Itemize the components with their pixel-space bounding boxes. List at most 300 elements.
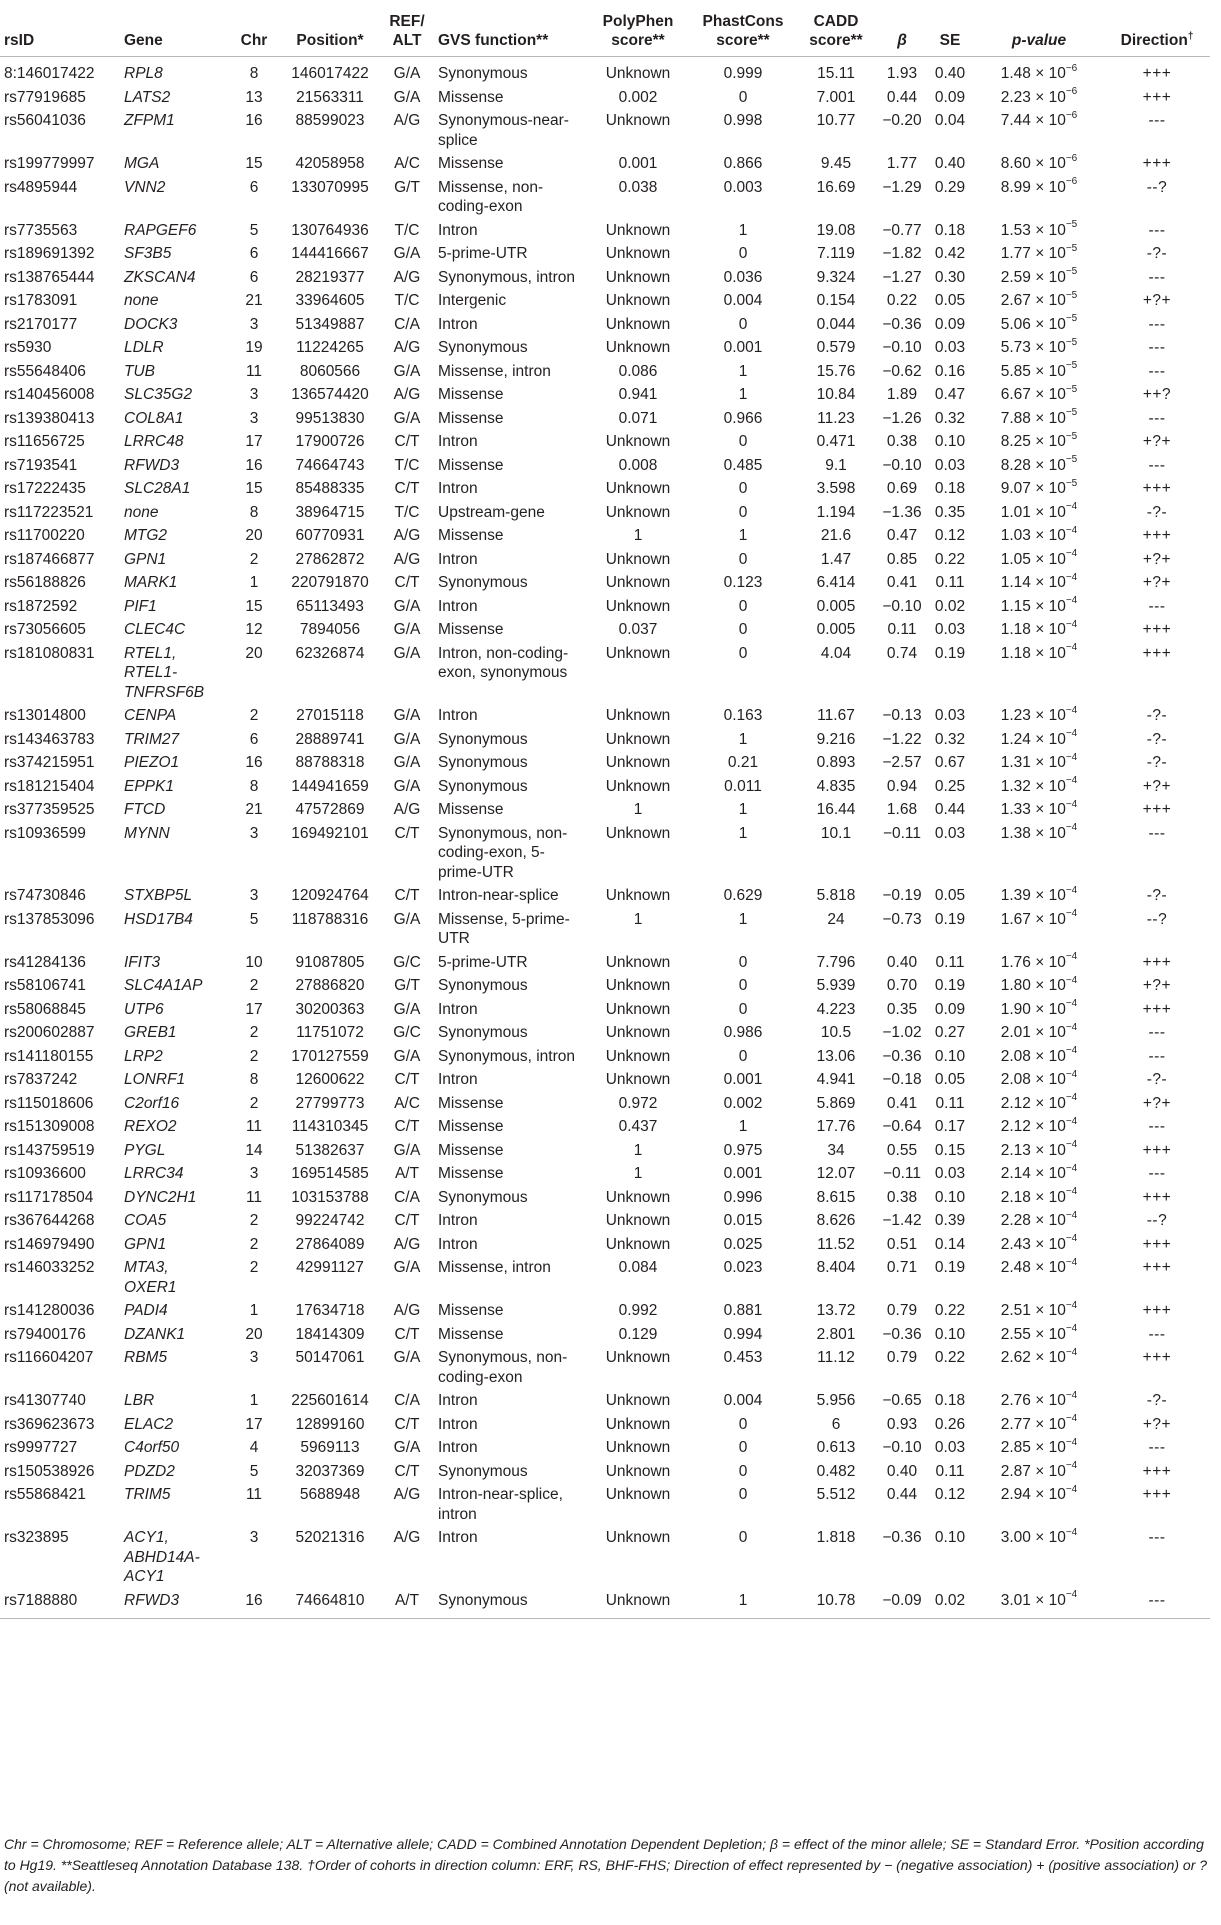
cell-direction: +++ <box>1142 88 1172 106</box>
cell-se: 0.05 <box>934 1071 966 1088</box>
cell-polyphen: Unknown <box>605 221 671 239</box>
cell-ref-alt: C/T <box>394 824 420 842</box>
cell-gvs-function: Missense <box>438 1165 504 1182</box>
cell-gene: FTCD <box>124 801 166 818</box>
cell-phastcons: 0 <box>738 597 748 615</box>
cell-cadd: 21.6 <box>820 527 852 544</box>
cell-gene: ZFPM1 <box>124 112 175 129</box>
pvalue-exponent: −4 <box>1065 1115 1078 1127</box>
cell-polyphen: Unknown <box>605 315 671 333</box>
cell-ref-alt: G/A <box>393 1047 421 1065</box>
cell-beta: −0.36 <box>882 1047 922 1065</box>
cell-polyphen: Unknown <box>605 1392 671 1409</box>
cell-phastcons: 0.629 <box>723 887 763 904</box>
cell-rsid: rs141280036 <box>4 1302 95 1319</box>
cell-chr: 2 <box>249 1235 259 1253</box>
cell-beta: −0.36 <box>882 315 922 333</box>
cell-beta: −0.10 <box>882 1439 922 1456</box>
cell-phastcons: 0 <box>738 1486 748 1503</box>
cell-chr: 5 <box>249 1462 259 1480</box>
cell-se: 0.67 <box>934 754 966 771</box>
pvalue-mantissa: 1.31 × 10 <box>1000 754 1066 771</box>
cell-gene: MYNN <box>124 824 170 842</box>
cell-polyphen: 0.037 <box>618 621 658 638</box>
cell-direction: +?+ <box>1142 574 1172 591</box>
header-phastcons: PhastCons score** <box>692 8 794 57</box>
pvalue-exponent: −4 <box>1065 951 1078 963</box>
cell-cadd: 11.52 <box>817 1235 855 1253</box>
cell-position: 27862872 <box>295 550 365 568</box>
cell-direction: +?+ <box>1142 292 1172 309</box>
cell-beta: −2.57 <box>882 754 922 771</box>
cell-gvs-function: Intron <box>438 480 478 497</box>
cell-pvalue <box>974 1460 1104 1484</box>
cell-direction: --- <box>1148 315 1166 333</box>
table-row <box>0 477 1210 501</box>
cell-beta: −1.26 <box>882 409 922 427</box>
cell-pvalue <box>974 618 1104 642</box>
cell-gvs-function: Synonymous <box>434 1589 584 1619</box>
cell-gene: COA5 <box>124 1212 167 1229</box>
cell-polyphen: Unknown <box>605 1024 671 1041</box>
cell-direction: +?+ <box>1142 433 1172 450</box>
pvalue-exponent: −4 <box>1065 728 1078 740</box>
cell-cadd: 13.72 <box>816 1302 856 1319</box>
cell-pvalue <box>974 974 1104 998</box>
cell-beta: 1.77 <box>886 155 918 172</box>
pvalue-exponent: −4 <box>1065 1346 1078 1358</box>
pvalue-mantissa: 2.08 × 10 <box>1000 1047 1066 1065</box>
cell-cadd: 0.482 <box>816 1462 856 1480</box>
cell-direction: -?- <box>1146 887 1168 904</box>
cell-chr: 5 <box>249 221 259 239</box>
cell-rsid: rs377359525 <box>4 801 95 818</box>
cell-phastcons: 0.015 <box>723 1212 763 1229</box>
cell-rsid: rs187466877 <box>4 550 95 568</box>
cell-position: 65113493 <box>296 597 364 615</box>
table-row <box>0 1045 1210 1069</box>
cell-ref-alt: G/A <box>393 245 421 262</box>
pvalue-mantissa: 2.18 × 10 <box>1000 1188 1066 1206</box>
cell-direction: --- <box>1148 597 1166 615</box>
cell-position: 88788318 <box>295 754 365 771</box>
cell-direction: +++ <box>1142 1259 1172 1276</box>
cell-cadd: 10.78 <box>794 1589 878 1619</box>
cell-position: 52021316 <box>295 1529 365 1546</box>
cell-rsid: 8:146017422 <box>4 65 95 82</box>
cell-ref-alt: C/T <box>394 1415 420 1433</box>
cell-cadd: 8.404 <box>816 1259 856 1276</box>
cell-ref-alt: C/T <box>394 480 420 497</box>
cell-polyphen: 1 <box>633 1165 643 1182</box>
cell-cadd: 0.471 <box>816 433 856 450</box>
pvalue-mantissa: 2.01 × 10 <box>1000 1024 1066 1041</box>
cell-gene: LONRF1 <box>124 1071 186 1088</box>
cell-se: 0.12 <box>934 527 966 544</box>
cell-position: 60770931 <box>295 527 365 544</box>
pvalue-exponent: −4 <box>1065 884 1078 896</box>
pvalue-exponent: −5 <box>1065 430 1078 442</box>
cell-chr: 2 <box>249 550 259 568</box>
cell-beta: 0.44 <box>886 88 918 106</box>
pvalue-mantissa: 1.53 × 10 <box>1000 221 1066 239</box>
pvalue-mantissa: 2.77 × 10 <box>1000 1415 1066 1433</box>
cell-ref-alt: G/A <box>393 754 421 771</box>
cell-pvalue <box>974 908 1104 951</box>
cell-pvalue <box>974 1299 1104 1323</box>
cell-position: 18414309 <box>295 1325 365 1343</box>
cell-ref-alt: T/C <box>394 456 420 474</box>
cell-pvalue <box>974 595 1104 619</box>
cell-beta: 0.85 <box>886 550 918 568</box>
cell-polyphen: Unknown <box>605 1000 671 1018</box>
cell-se: 0.22 <box>934 1349 966 1366</box>
cell-rsid: rs140456008 <box>4 386 95 403</box>
cell-beta: −0.73 <box>882 910 922 928</box>
cell-se: 0.10 <box>934 1047 966 1065</box>
cell-position: 62326874 <box>295 644 365 662</box>
cell-chr: 14 <box>245 1141 263 1159</box>
pvalue-mantissa: 8.28 × 10 <box>1000 456 1066 474</box>
cell-phastcons: 0.975 <box>723 1141 763 1159</box>
cell-chr: 2 <box>249 1047 259 1065</box>
cell-chr: 4 <box>249 1439 259 1456</box>
cell-polyphen: Unknown <box>605 953 671 971</box>
cell-pvalue <box>974 1045 1104 1069</box>
table-header <box>0 8 1210 57</box>
cell-position: 32037369 <box>295 1462 365 1480</box>
cell-rsid: rs189691392 <box>4 245 95 262</box>
table-row <box>0 1323 1210 1347</box>
cell-direction: --- <box>1148 1165 1166 1182</box>
cell-cadd: 0.154 <box>816 292 856 309</box>
cell-gene: PYGL <box>124 1141 166 1159</box>
pvalue-exponent: −4 <box>1065 642 1078 654</box>
cell-ref-alt: G/T <box>394 977 420 994</box>
header-direction: Direction† <box>1104 8 1210 57</box>
cell-se: 0.29 <box>934 178 966 196</box>
cell-ref-alt: C/T <box>394 1462 420 1480</box>
cell-phastcons: 1 <box>738 527 748 544</box>
pvalue-exponent: −4 <box>1065 775 1078 787</box>
cell-position: 17634718 <box>295 1302 365 1319</box>
cell-position: 42991127 <box>296 1259 364 1276</box>
cell-gvs-function: Intron, non-coding-exon, synonymous <box>438 644 569 681</box>
cell-ref-alt: A/C <box>394 1094 420 1112</box>
cell-chr: 17 <box>245 1000 263 1018</box>
cell-beta: 0.69 <box>886 480 918 497</box>
pvalue-mantissa: 5.06 × 10 <box>1000 315 1066 333</box>
cell-position: 51382637 <box>295 1141 365 1159</box>
cell-gvs-function: Synonymous, non-coding-exon, 5-prime-UTR <box>438 824 568 881</box>
cell-rsid: rs77919685 <box>4 88 86 106</box>
cell-cadd: 4.04 <box>820 644 852 662</box>
cell-position: 170127559 <box>291 1047 369 1065</box>
cell-phastcons: 0.123 <box>723 574 763 591</box>
cell-ref-alt: A/G <box>393 550 421 568</box>
pvalue-exponent: −4 <box>1065 1436 1078 1448</box>
cell-se: 0.18 <box>934 480 966 497</box>
cell-ref-alt: A/G <box>393 1235 421 1253</box>
table-row <box>0 1526 1210 1589</box>
cell-phastcons: 0.966 <box>723 409 763 427</box>
cell-rsid: rs117178504 <box>4 1188 94 1206</box>
cell-gene: HSD17B4 <box>124 910 193 928</box>
cell-gene: CLEC4C <box>124 621 186 638</box>
cell-ref-alt: G/A <box>393 409 421 427</box>
pvalue-mantissa: 1.23 × 10 <box>1000 707 1066 724</box>
cell-pvalue <box>974 728 1104 752</box>
cell-pvalue <box>974 1413 1104 1437</box>
cell-position: 103153788 <box>291 1188 369 1206</box>
cell-direction: -?- <box>1146 1071 1168 1088</box>
cell-chr: 2 <box>249 707 259 724</box>
cell-se: 0.39 <box>934 1212 966 1229</box>
cell-gene: none <box>124 503 159 521</box>
cell-gene: LRP2 <box>124 1047 163 1065</box>
cell-phastcons: 0 <box>738 1439 748 1456</box>
cell-gene: C4orf50 <box>124 1439 180 1456</box>
pvalue-mantissa: 7.88 × 10 <box>1000 409 1066 427</box>
cell-direction: --- <box>1148 456 1166 474</box>
cell-phastcons: 0.998 <box>723 112 763 129</box>
cell-rsid: rs117223521 <box>4 503 94 521</box>
cell-pvalue <box>974 219 1104 243</box>
cell-gene: GPN1 <box>124 1235 167 1253</box>
cell-gvs-function: Missense, non-coding-exon <box>438 178 544 215</box>
cell-chr: 2 <box>249 1094 259 1112</box>
cell-position: 27864089 <box>295 1235 365 1253</box>
cell-pvalue <box>974 407 1104 431</box>
cell-rsid: rs143463783 <box>4 730 95 748</box>
cell-position: 99224742 <box>295 1212 365 1229</box>
table-row <box>0 1139 1210 1163</box>
cell-phastcons: 0 <box>738 1047 748 1065</box>
cell-direction: +?+ <box>1142 1094 1172 1112</box>
cell-se: 0.10 <box>934 1325 966 1343</box>
cell-phastcons: 0 <box>738 550 748 568</box>
cell-chr: 3 <box>249 824 259 842</box>
cell-position: 169514585 <box>291 1165 369 1182</box>
cell-se: 0.22 <box>934 1302 966 1319</box>
pvalue-exponent: −5 <box>1065 242 1078 254</box>
pvalue-exponent: −4 <box>1065 524 1078 536</box>
cell-ref-alt: C/T <box>394 1071 420 1088</box>
cell-phastcons: 1 <box>738 910 748 928</box>
cell-phastcons: 1 <box>692 1589 794 1619</box>
pvalue-exponent: −4 <box>1065 595 1078 607</box>
cell-direction: --- <box>1148 1118 1166 1135</box>
cell-beta: −0.64 <box>882 1118 922 1135</box>
cell-polyphen: Unknown <box>605 1462 671 1480</box>
cell-ref-alt: C/T <box>394 887 420 904</box>
pvalue-mantissa: 1.32 × 10 <box>1000 777 1066 795</box>
cell-ref-alt: G/A <box>393 910 421 928</box>
cell-chr: 6 <box>249 730 259 748</box>
cell-beta: 0.11 <box>887 621 917 638</box>
cell-phastcons: 0.881 <box>723 1302 763 1319</box>
cell-cadd: 10.84 <box>816 386 856 403</box>
pvalue-mantissa: 1.18 × 10 <box>1000 644 1066 662</box>
pvalue-mantissa: 1.18 × 10 <box>1000 621 1066 638</box>
table-row <box>0 242 1210 266</box>
cell-position: 74664810 <box>280 1589 380 1619</box>
table-row <box>0 1115 1210 1139</box>
cell-direction: +++ <box>1142 1235 1172 1253</box>
cell-position: 27015118 <box>296 707 364 724</box>
cell-position: 11224265 <box>296 339 364 356</box>
cell-polyphen: Unknown <box>584 1589 692 1619</box>
cell-phastcons: 0.001 <box>723 339 763 356</box>
header-gvs-function: GVS function** <box>434 8 584 57</box>
cell-gvs-function: Missense <box>438 386 504 403</box>
cell-ref-alt: G/A <box>393 621 421 638</box>
cell-se: 0.11 <box>935 1094 965 1112</box>
cell-polyphen: 0.084 <box>618 1259 658 1276</box>
cell-direction: -?- <box>1146 730 1168 748</box>
cell-chr: 8 <box>249 65 259 82</box>
cell-pvalue <box>974 1092 1104 1116</box>
cell-beta: −0.62 <box>882 362 922 380</box>
cell-beta: 0.40 <box>886 953 918 971</box>
cell-direction: ++? <box>1142 386 1172 403</box>
cell-pvalue <box>974 751 1104 775</box>
cell-rsid: rs55648406 <box>4 362 86 380</box>
cell-polyphen: 0.038 <box>618 178 658 196</box>
cell-gvs-function: Intergenic <box>438 292 507 309</box>
cell-ref-alt: A/G <box>393 268 421 286</box>
pvalue-exponent: −6 <box>1065 109 1078 121</box>
table-row <box>0 1092 1210 1116</box>
cell-cadd: 34 <box>827 1141 845 1159</box>
cell-gvs-function: Missense <box>438 409 504 427</box>
header-position: Position* <box>280 8 380 57</box>
pvalue-exponent: −4 <box>1065 1092 1078 1104</box>
cell-chr: 17 <box>245 1415 263 1433</box>
table-row <box>0 775 1210 799</box>
cell-polyphen: Unknown <box>605 433 671 450</box>
cell-pvalue <box>974 86 1104 110</box>
cell-position: 27799773 <box>295 1094 365 1112</box>
cell-se: 0.03 <box>934 456 966 474</box>
cell-ref-alt: A/G <box>393 386 421 403</box>
cell-se: 0.03 <box>934 1165 966 1182</box>
cell-chr: 2 <box>249 977 259 994</box>
cell-beta: −1.82 <box>882 245 922 262</box>
pvalue-mantissa: 2.13 × 10 <box>1000 1141 1066 1159</box>
cell-gene: PIEZO1 <box>124 754 180 771</box>
pvalue-exponent: −4 <box>1065 1162 1078 1174</box>
pvalue-mantissa: 1.01 × 10 <box>1000 503 1066 521</box>
table-row <box>0 1162 1210 1186</box>
table-row <box>0 219 1210 243</box>
pvalue-mantissa: 2.67 × 10 <box>1000 292 1066 309</box>
cell-cadd: 24 <box>827 910 845 928</box>
cell-beta: −0.65 <box>882 1392 922 1409</box>
pvalue-exponent: −4 <box>1065 1413 1078 1425</box>
cell-rsid: rs367644268 <box>4 1212 95 1229</box>
pvalue-exponent: −4 <box>1065 571 1078 583</box>
cell-pvalue <box>974 1389 1104 1413</box>
cell-polyphen: 1 <box>633 910 643 928</box>
pvalue-mantissa: 5.85 × 10 <box>1000 362 1066 380</box>
cell-phastcons: 0.163 <box>723 707 763 724</box>
cell-chr: 5 <box>249 910 259 928</box>
table-row <box>0 1233 1210 1257</box>
cell-direction: -?- <box>1146 1392 1168 1409</box>
cell-gene: ACY1, ABHD14A-ACY1 <box>124 1529 200 1585</box>
cell-beta: 0.51 <box>886 1235 918 1253</box>
cell-rsid: rs1783091 <box>4 292 78 309</box>
cell-gvs-function: Intron <box>438 1212 478 1229</box>
cell-beta: 0.93 <box>886 1415 918 1433</box>
cell-ref-alt: G/A <box>393 777 421 795</box>
cell-gene: COL8A1 <box>124 409 184 427</box>
pvalue-mantissa: 1.24 × 10 <box>1000 730 1066 748</box>
cell-gvs-function: Missense <box>438 88 504 106</box>
cell-cadd: 7.001 <box>816 88 856 106</box>
pvalue-mantissa: 3.00 × 10 <box>1000 1529 1066 1546</box>
cell-cadd: 6.414 <box>816 574 856 591</box>
cell-pvalue <box>974 501 1104 525</box>
cell-direction: +++ <box>1142 1000 1172 1018</box>
table-row <box>0 1589 1210 1619</box>
table-row <box>0 884 1210 908</box>
cell-position: 17900726 <box>295 433 365 450</box>
table-row <box>0 1068 1210 1092</box>
cell-se: 0.16 <box>934 362 966 380</box>
cell-direction: +++ <box>1142 1349 1172 1366</box>
cell-direction: +?+ <box>1142 1415 1172 1433</box>
cell-se: 0.03 <box>934 824 966 842</box>
cell-gvs-function: Intron <box>438 1415 478 1433</box>
cell-direction: --- <box>1148 1439 1166 1456</box>
cell-rsid: rs146979490 <box>4 1235 95 1253</box>
cell-beta: 1.68 <box>886 801 918 818</box>
cell-rsid: rs181080831 <box>4 644 95 662</box>
cell-direction: --- <box>1148 1529 1166 1546</box>
cell-direction: --- <box>1148 221 1166 239</box>
cell-gvs-function: Intron <box>438 1071 478 1088</box>
cell-rsid: rs150538926 <box>4 1462 95 1480</box>
cell-direction: +++ <box>1142 953 1172 971</box>
cell-chr: 20 <box>245 644 263 662</box>
cell-chr: 1 <box>249 574 259 591</box>
cell-se: 0.26 <box>934 1415 966 1433</box>
cell-polyphen: Unknown <box>605 730 671 748</box>
cell-chr: 21 <box>245 292 263 309</box>
pvalue-exponent: −4 <box>1065 798 1078 810</box>
pvalue-exponent: −4 <box>1065 1068 1078 1080</box>
pvalue-mantissa: 2.12 × 10 <box>1000 1094 1066 1112</box>
cell-chr: 16 <box>245 456 263 474</box>
cell-phastcons: 0.453 <box>723 1349 763 1366</box>
cell-chr: 11 <box>245 362 263 380</box>
cell-polyphen: Unknown <box>605 65 671 82</box>
cell-direction: +++ <box>1142 1462 1172 1480</box>
cell-gene: DYNC2H1 <box>124 1188 197 1206</box>
cell-polyphen: Unknown <box>605 550 671 568</box>
cell-cadd: 13.06 <box>816 1047 856 1065</box>
cell-phastcons: 0 <box>738 1000 748 1018</box>
cell-rsid: rs200602887 <box>4 1024 95 1041</box>
pvalue-exponent: −4 <box>1065 1299 1078 1311</box>
cell-direction: --- <box>1148 409 1166 427</box>
pvalue-mantissa: 7.44 × 10 <box>1000 112 1066 129</box>
cell-chr: 3 <box>249 409 259 427</box>
cell-polyphen: Unknown <box>605 292 671 309</box>
cell-rsid: rs73056605 <box>4 621 86 638</box>
